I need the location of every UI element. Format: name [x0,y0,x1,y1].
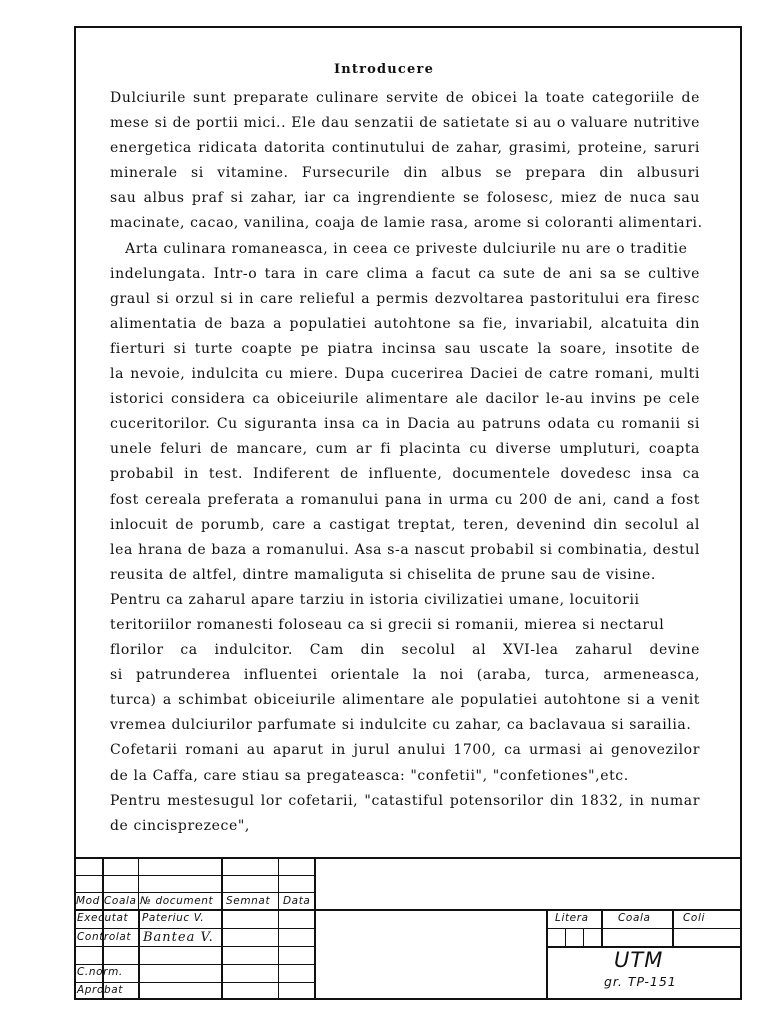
header-nr-document: № document [140,895,214,907]
text-line: minerale si vitamine. Fursecurile din albus se prepara din albusuri [110,165,700,182]
text-line: unele feluri de mancare, cum ar fi placinta cu diverse umpluturi, coapta [110,441,700,458]
executat-label: Executat [77,912,129,924]
text-line: alimentatia de baza a populatiei autohtone sa fie, invariabil, alcatuita din [110,315,700,332]
text-line: macinate, cacao, vanilina, coaja de lamie rasa, arome si coloranti alimentari. [110,215,703,232]
header-coala: Coala [104,895,137,907]
aprobat-label: Aprobat [77,984,124,996]
institution-name: UTM [614,948,664,972]
text-line: indelungata. Intr-o tara in care clima a facut ca sute de ani sa se cultive [110,265,700,282]
text-line: Arta culinara romaneasca, in ceea ce priveste dulciurile nu are o traditie [110,240,688,257]
text-line: si patrunderea influentei orientale la noi (araba, turca, armeneasca, [110,667,700,684]
header-data: Data [283,895,311,907]
text-line: istorici considera ca obiceiurile alimentare ale dacilor le-au invins pe cele [110,391,700,408]
text-line: turca) a schimbat obiceiurile alimentare ale populatiei autohtone si a venit [110,692,700,709]
text-line: lea hrana de baza a romanului. Asa s-a nascut probabil si combinatia, destul [110,541,700,558]
text-line: Pentru mestesugul lor cofetarii, "catastiful potensorilor din 1832, in numar [110,792,700,809]
document-body [110,86,703,839]
litera-label: Litera [555,912,589,924]
header-semnat: Semnat [226,895,271,907]
text-line: de la Caffa, care stiau sa pregateasca: "confetii", "confetiones",etc. [110,767,629,784]
text-line: la nevoie, indulcita cu miere. Dupa cucerirea Daciei de catre romani, multi [110,366,700,383]
document-title: Introducere [333,62,435,77]
executat-name: Pateriuc V. [142,912,205,924]
group-code: gr. TP-151 [604,974,677,989]
text-line: mese si de portii mici.. Ele dau senzatii de satietate si au o valuare nutritive [110,115,700,132]
coala-label: Coala [618,912,651,924]
coli-label: Coli [683,912,705,924]
cnorm-label: C.norm. [77,966,123,978]
text-line: teritoriilor romanesti foloseau ca si grecii si romanii, mierea si nectarul [110,616,665,633]
text-line: Dulciurile sunt preparate culinare servite de obicei la toate categoriile de [110,90,700,106]
text-line: inlocuit de porumb, care a castigat treptat, teren, devenind din secolul al [110,516,700,533]
text-line: reusita de altfel, dintre mamaliguta si chiselita de prune sau de visine. [110,566,656,583]
text-line: fierturi si turte coapte pe piatra incinsa sau uscate la soare, insotite de [110,340,700,357]
text-line: probabil in test. Indiferent de influente, documentele dovedesc insa ca [110,466,700,483]
text-line: vremea dulciurilor parfumate si indulcite cu zahar, ca baclavaua si sarailia. [110,717,692,734]
text-line: Pentru ca zaharul apare tarziu in istoria civilizatiei umane, locuitorii [110,591,640,608]
text-line: energetica ridicata datorita continutului de zahar, grasimi, proteine, saruri [110,140,700,157]
header-mod: Mod [76,895,100,907]
text-line: florilor ca indulcitor. Cam din secolul al XVI-lea zaharul devine [110,642,700,659]
text-line: fost cereala preferata a romanului pana in urma cu 200 de ani, cand a fost [110,491,700,508]
text-line: Cofetarii romani au aparut in jurul anului 1700, ca urmasi ai genovezilor [110,742,700,759]
controlat-name: Bantea V. [143,930,214,945]
controlat-label: Controlat [77,931,132,943]
text-line: graul si orzul si in care relieful a permis dezvoltarea pastoritului era firesc [110,290,700,307]
text-line: sau albus praf si zahar, iar ca ingrendiente se folosesc, miez de nuca sau [110,190,700,207]
text-line: de cincisprezece", [110,817,250,834]
text-line: cuceritorilor. Cu siguranta insa ca in Dacia au patruns odata cu romanii si [110,416,700,433]
